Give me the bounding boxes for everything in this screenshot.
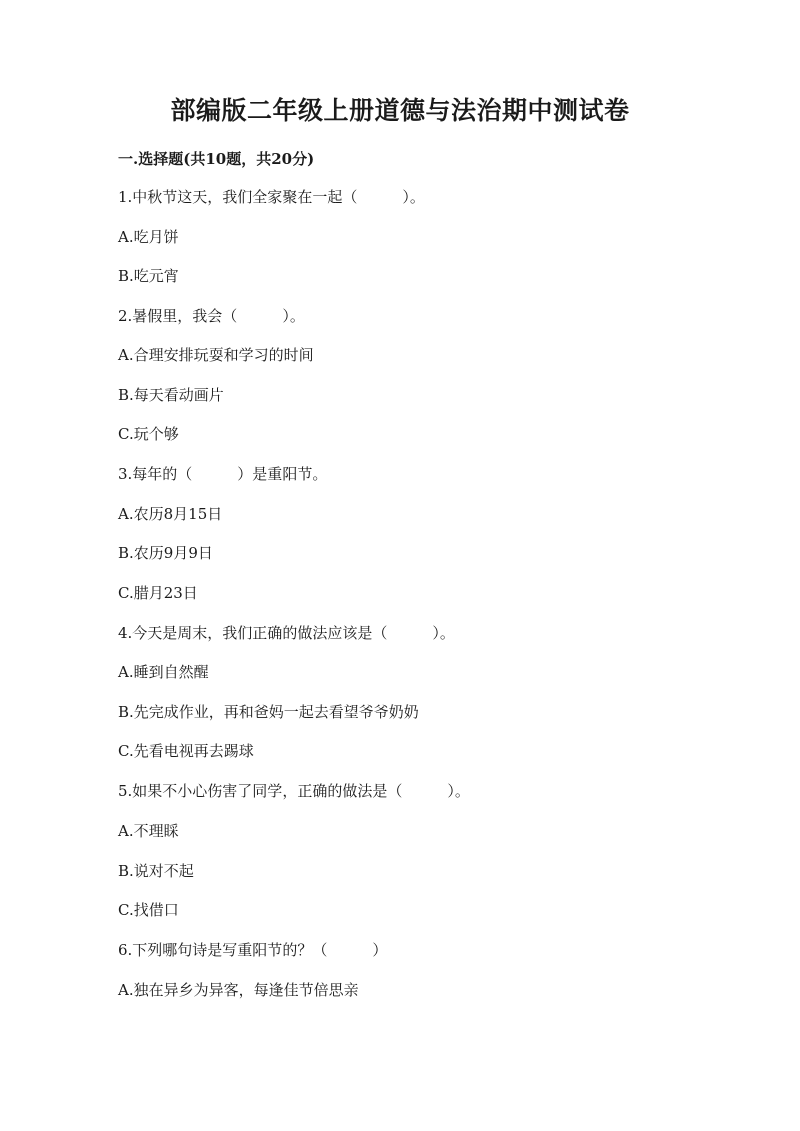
question-1: 1.中秋节这天，我们全家聚在一起（ ）。 [118, 188, 425, 206]
question-4: 4.今天是周末，我们正确的做法应该是（ ）。 [118, 624, 455, 642]
option-1a: A.吃月饼 [118, 228, 179, 246]
option-2c: C.玩个够 [118, 425, 179, 443]
option-2b: B.每天看动画片 [118, 386, 224, 404]
option-4b: B.先完成作业，再和爸妈一起去看望爷爷奶奶 [118, 703, 419, 721]
option-4c: C.先看电视再去踢球 [118, 742, 254, 760]
option-5b: B.说对不起 [118, 862, 194, 880]
option-1b: B.吃元宵 [118, 267, 179, 285]
option-5c: C.找借口 [118, 901, 179, 919]
question-5: 5.如果不小心伤害了同学，正确的做法是（ ）。 [118, 782, 470, 800]
option-4a: A.睡到自然醒 [118, 663, 209, 681]
option-3c: C.腊月23日 [118, 584, 198, 602]
page-title: 部编版二年级上册道德与法治期中测试卷 [170, 96, 630, 125]
section-header: 一.选择题(共10题，共20分) [118, 150, 315, 168]
option-2a: A.合理安排玩耍和学习的时间 [118, 346, 314, 364]
option-3b: B.农历9月9日 [118, 544, 213, 562]
question-6: 6.下列哪句诗是写重阳节的？（ ） [118, 941, 388, 959]
question-2: 2.暑假里，我会（ ）。 [118, 307, 305, 325]
option-6a: A.独在异乡为异客，每逢佳节倍思亲 [118, 981, 359, 999]
question-3: 3.每年的（ ）是重阳节。 [118, 465, 328, 483]
option-3a: A.农历8月15日 [118, 505, 223, 523]
option-5a: A.不理睬 [118, 822, 179, 840]
